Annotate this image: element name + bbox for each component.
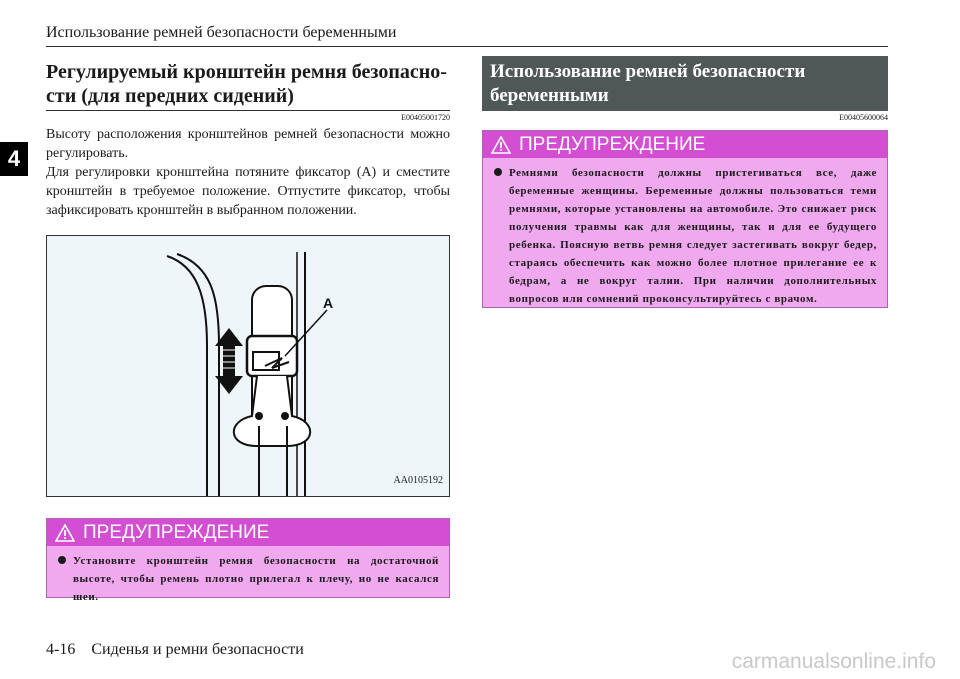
belt-anchor-illustration [47, 236, 449, 496]
warning-box-right [482, 130, 888, 308]
page-header: Использование ремней безопасности беременными [46, 24, 397, 41]
section-title-right: Использование ремней безопасности беременными [482, 56, 888, 111]
chapter-tab: 4 [0, 142, 28, 176]
warning-text-content: Установите кронштейн ремня безопасности на достаточной высоте, чтобы ремень плотно прилегал к плечу, но не касался шеи. [73, 555, 439, 603]
bullet-icon [58, 556, 66, 564]
label-a: A [323, 295, 334, 311]
figure-id: AA0105192 [393, 475, 443, 486]
warning-header-label: ПРЕДУПРЕЖДЕНИЕ [83, 521, 270, 543]
figure-belt-anchor [46, 235, 450, 497]
footer-section: Сиденья и ремни безопасности [91, 641, 304, 658]
warning-triangle-icon [55, 524, 75, 542]
section-title-left: Регулируемый кронштейн ремня безопасно-сти (для передних сидений) [46, 61, 447, 107]
section-code-left: E00405001720 [401, 113, 450, 122]
title-rule [46, 110, 450, 111]
page-footer [46, 641, 304, 659]
warning-header [47, 519, 449, 546]
header-rule [46, 46, 888, 47]
section-code-right: E00405600064 [839, 113, 888, 122]
watermark: carmanualsonline.info [731, 650, 936, 673]
warning-header [483, 131, 887, 158]
warning-text [483, 158, 887, 314]
warning-text [47, 546, 449, 612]
warning-text-content: Ремнями безопасности должны пристегиваться все, даже беременные женщины. Беременные должны пользоваться теми ремнями, которые установлены на автомобиле. Это снижает риск получения травмы как для женщины, так и для ее будущего ребенка. Поясную ветвь ремня следует застегивать вокруг бедер, стараясь обеспечить как можно более плотное прилегание ее к бедрам, а не вокруг талии. При наличии дополнительных вопросов или сомнений проконсультируйтесь с врачом. [509, 167, 877, 305]
bullet-icon [494, 168, 502, 176]
warning-box-left [46, 518, 450, 603]
warning-header-label: ПРЕДУПРЕЖДЕНИЕ [519, 133, 706, 155]
page-number: 4-16 [46, 641, 76, 658]
body-text: Высоту расположения кронштейнов ремней безопасности можно регулировать. Для регулировки кронштейна потяните фиксатор (A) и сместите кронштейн в требуемое положение. Отпустите фиксатор, чтобы зафиксировать кронштейн в выбранном положении. [46, 127, 450, 218]
warning-triangle-icon [491, 136, 511, 154]
